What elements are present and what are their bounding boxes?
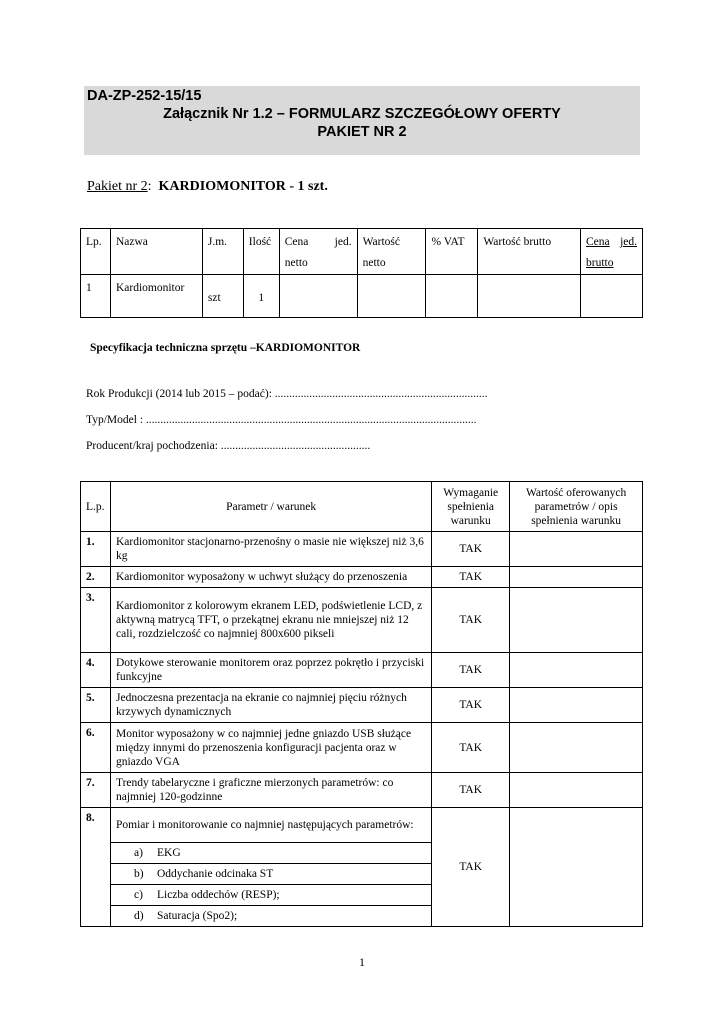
spec-row xyxy=(81,808,643,843)
package-name: KARDIOMONITOR - 1 szt. xyxy=(158,179,328,194)
spec-row-offer[interactable] xyxy=(510,567,643,588)
spec-table-header xyxy=(81,482,643,532)
price-header-cena-netto-a: Cena xyxy=(284,236,309,248)
spec-row xyxy=(81,723,643,773)
spec-subrow-letter: b) xyxy=(133,868,144,880)
price-row-wartosc-netto[interactable] xyxy=(357,275,426,318)
spec-subrow-letter: a) xyxy=(133,847,143,859)
spec-row xyxy=(81,588,643,653)
spec-subrow-letter: d) xyxy=(133,910,144,922)
spec-row-offer[interactable] xyxy=(510,653,643,688)
price-header-nazwa: Nazwa xyxy=(115,236,148,248)
package-title: PAKIET NR 2 xyxy=(317,124,407,140)
spec-row-num: 4. xyxy=(81,653,111,688)
price-header-ilosc: Ilość xyxy=(248,236,272,248)
spec-header-param: Parametr / warunek xyxy=(110,482,431,532)
price-row-cena-brutto[interactable] xyxy=(580,275,642,318)
spec-row-num: 5. xyxy=(81,688,111,723)
spec-row-text: Kardiomonitor stacjonarno-przenośny o masie nie większej niż 3,6 kg xyxy=(110,532,431,567)
price-header-jm: J.m. xyxy=(207,236,228,248)
spec-row xyxy=(81,567,643,588)
spec-row-req: TAK xyxy=(432,567,510,588)
spec-row-text: Kardiomonitor z kolorowym ekranem LED, podświetlenie LCD, z aktywną matrycą TFT, o przekątnej ekranu nie mniejszej niż 12 cali, rozdzielczość co najmniej 800x600 pikseli xyxy=(110,588,431,653)
price-header-cena-netto-c: netto xyxy=(284,257,308,269)
spec-row-req: TAK xyxy=(432,688,510,723)
spec-subrow-letter: c) xyxy=(133,889,143,901)
page-number: 1 xyxy=(359,955,365,969)
spec-subrow-text: EKG xyxy=(156,847,181,859)
spec-row-offer[interactable] xyxy=(510,773,643,808)
spec-row-offer[interactable] xyxy=(510,688,643,723)
spec-row-text: Monitor wyposażony w co najmniej jedne gniazdo USB służące między innymi do przenoszenia konfiguracji pacjenta oraz w gniazdo VGA xyxy=(110,723,431,773)
field-typ-model[interactable]: Typ/Model : ................................................................................................................... xyxy=(86,414,477,426)
spec-row-req: TAK xyxy=(432,588,510,653)
document-reference: DA-ZP-252-15/15 xyxy=(87,88,202,104)
spec-row-text: Kardiomonitor wyposażony w uchwyt służący do przenoszenia xyxy=(110,567,431,588)
spec-row-offer[interactable] xyxy=(510,532,643,567)
spec-row-num: 3. xyxy=(81,588,111,653)
spec-row xyxy=(81,532,643,567)
spec-row-text: Dotykowe sterowanie monitorem oraz poprzez pokrętło i przyciski funkcyjne xyxy=(110,653,431,688)
spec-row xyxy=(81,688,643,723)
spec-header-oferowane: Wartość oferowanych parametrów / opis spełnienia warunku xyxy=(510,482,643,532)
price-row-vat[interactable] xyxy=(426,275,478,318)
price-row-ilosc: 1 xyxy=(258,292,265,304)
spec-row-req: TAK xyxy=(432,808,510,927)
field-producent[interactable]: Producent/kraj pochodzenia: .................................................... xyxy=(86,440,371,452)
spec-row-req: TAK xyxy=(432,532,510,567)
spec-row xyxy=(81,773,643,808)
price-row-cena-netto[interactable] xyxy=(279,275,357,318)
spec-row-text: Trendy tabelaryczne i graficzne mierzonych parametrów: co najmniej 120-godzinne xyxy=(110,773,431,808)
price-header-wartosc-brutto: Wartość brutto xyxy=(483,236,552,248)
spec-subrow-text: Liczba oddechów (RESP); xyxy=(156,889,280,901)
spec-row-req: TAK xyxy=(432,773,510,808)
spec-row-text: Pomiar i monitorowanie co najmniej następujących parametrów: xyxy=(110,808,431,843)
spec-title: Specyfikacja techniczna sprzętu –KARDIOMONITOR xyxy=(90,342,361,354)
price-header-cena-brutto-a: Cena xyxy=(585,236,610,248)
price-row-lp: 1 xyxy=(86,282,92,294)
spec-row-req: TAK xyxy=(432,723,510,773)
price-header-lp: Lp. xyxy=(86,236,102,248)
spec-row-text: Jednoczesna prezentacja na ekranie co najmniej pięciu różnych krzywych dynamicznych xyxy=(110,688,431,723)
price-header-vat: % VAT xyxy=(431,236,465,248)
price-row-jm: szt xyxy=(207,292,221,304)
spec-row-req: TAK xyxy=(432,653,510,688)
spec-row-num: 7. xyxy=(81,773,111,808)
price-row-nazwa: Kardiomonitor xyxy=(115,282,185,294)
spec-row-num: 1. xyxy=(81,532,111,567)
spec-header-wymagane: Wymaganie spełnienia warunku xyxy=(432,482,510,532)
price-header-cena-brutto-c: brutto xyxy=(585,257,614,269)
spec-table xyxy=(80,481,643,927)
price-header-cena-netto-b: jed. xyxy=(334,236,352,248)
spec-subrow-text: Oddychanie odcinaka ST xyxy=(156,868,274,880)
price-header-cena-brutto-b: jed. xyxy=(620,236,637,248)
spec-header-lp: L.p. xyxy=(81,482,111,532)
price-table xyxy=(80,228,643,318)
spec-row-num: 2. xyxy=(81,567,111,588)
spec-row-offer[interactable] xyxy=(510,808,643,927)
package-label: Pakiet nr 2 xyxy=(87,179,148,194)
package-line xyxy=(87,179,328,195)
spec-subrow-text: Saturacja (Spo2); xyxy=(156,910,238,922)
document-title: Załącznik Nr 1.2 – FORMULARZ SZCZEGÓŁOWY OFERTY xyxy=(163,106,561,122)
spec-row-num: 8. xyxy=(81,808,111,927)
price-header-wartosc-netto-b: netto xyxy=(362,257,386,269)
header-box xyxy=(84,86,640,155)
package-separator: : xyxy=(147,179,152,194)
price-header-wartosc-netto-a: Wartość xyxy=(362,236,400,248)
spec-row-num: 6. xyxy=(81,723,111,773)
price-table-header xyxy=(81,229,643,275)
spec-row-offer[interactable] xyxy=(510,588,643,653)
price-table-row xyxy=(81,275,643,318)
price-row-wartosc-brutto[interactable] xyxy=(478,275,581,318)
field-rok-produkcji[interactable]: Rok Produkcji (2014 lub 2015 – podać): .......................................................................... xyxy=(86,388,488,400)
spec-row xyxy=(81,653,643,688)
spec-row-offer[interactable] xyxy=(510,723,643,773)
